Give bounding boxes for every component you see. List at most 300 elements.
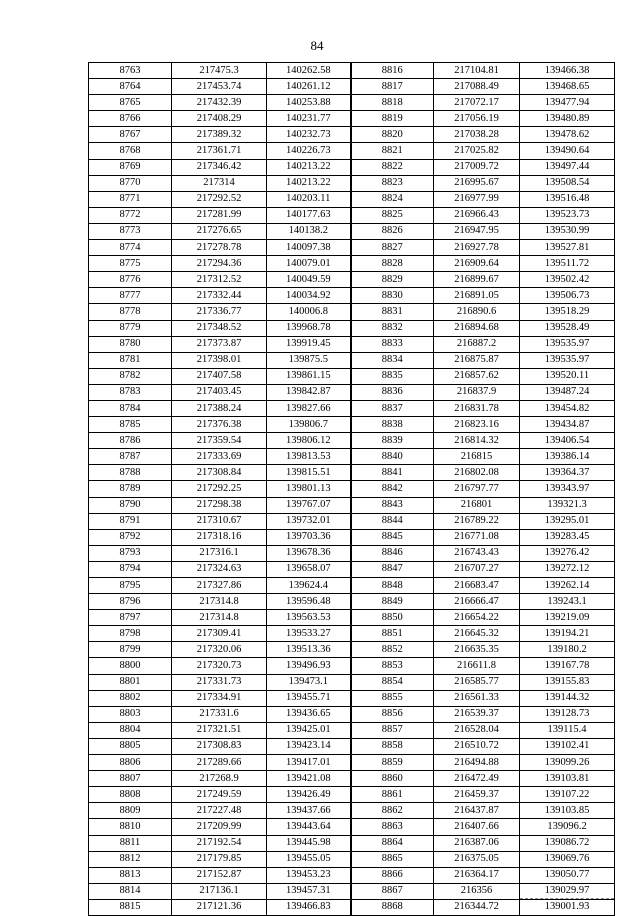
table-row <box>89 272 615 288</box>
cell-point-number: 8837 <box>351 400 434 416</box>
cell-x-coordinate: 216585.77 <box>434 674 520 690</box>
cell-y-coordinate: 139386.14 <box>520 449 615 465</box>
footer-line <box>520 898 614 899</box>
cell-y-coordinate: 139050.77 <box>520 867 615 883</box>
cell-y-coordinate: 139806.7 <box>267 417 351 433</box>
cell-x-coordinate: 216375.05 <box>434 851 520 867</box>
cell-y-coordinate: 139513.36 <box>267 642 351 658</box>
cell-point-number: 8804 <box>89 722 172 738</box>
cell-x-coordinate: 217227.48 <box>172 803 267 819</box>
cell-point-number: 8824 <box>351 191 434 207</box>
cell-x-coordinate: 216875.87 <box>434 352 520 368</box>
cell-point-number: 8795 <box>89 578 172 594</box>
cell-x-coordinate: 217432.39 <box>172 95 267 111</box>
table-row <box>89 127 615 143</box>
table-row <box>89 529 615 545</box>
cell-point-number: 8809 <box>89 803 172 819</box>
cell-y-coordinate: 139497.44 <box>520 159 615 175</box>
cell-point-number: 8789 <box>89 481 172 497</box>
cell-x-coordinate: 217376.38 <box>172 417 267 433</box>
cell-point-number: 8848 <box>351 578 434 594</box>
cell-point-number: 8802 <box>89 690 172 706</box>
cell-x-coordinate: 217327.86 <box>172 578 267 594</box>
cell-point-number: 8805 <box>89 738 172 754</box>
cell-x-coordinate: 217359.54 <box>172 433 267 449</box>
cell-point-number: 8859 <box>351 755 434 771</box>
table-row <box>89 449 615 465</box>
cell-y-coordinate: 139243.1 <box>520 594 615 610</box>
cell-point-number: 8813 <box>89 867 172 883</box>
cell-x-coordinate: 216635.35 <box>434 642 520 658</box>
cell-x-coordinate: 216539.37 <box>434 706 520 722</box>
cell-point-number: 8774 <box>89 240 172 256</box>
cell-y-coordinate: 139155.83 <box>520 674 615 690</box>
cell-x-coordinate: 217292.52 <box>172 191 267 207</box>
cell-point-number: 8820 <box>351 127 434 143</box>
cell-x-coordinate: 216894.68 <box>434 320 520 336</box>
cell-x-coordinate: 217298.38 <box>172 497 267 513</box>
cell-point-number: 8768 <box>89 143 172 159</box>
cell-y-coordinate: 139425.01 <box>267 722 351 738</box>
table-row <box>89 433 615 449</box>
cell-y-coordinate: 140006.8 <box>267 304 351 320</box>
cell-x-coordinate: 216823.16 <box>434 417 520 433</box>
table-row <box>89 79 615 95</box>
cell-x-coordinate: 216891.05 <box>434 288 520 304</box>
cell-x-coordinate: 217407.58 <box>172 368 267 384</box>
cell-x-coordinate: 216814.32 <box>434 433 520 449</box>
table-row <box>89 835 615 851</box>
cell-x-coordinate: 217388.24 <box>172 400 267 416</box>
cell-x-coordinate: 216645.32 <box>434 626 520 642</box>
cell-point-number: 8851 <box>351 626 434 642</box>
cell-y-coordinate: 139219.09 <box>520 610 615 626</box>
cell-x-coordinate: 217136.1 <box>172 883 267 899</box>
cell-x-coordinate: 216909.64 <box>434 256 520 272</box>
cell-point-number: 8794 <box>89 561 172 577</box>
cell-x-coordinate: 216356 <box>434 883 520 899</box>
cell-y-coordinate: 139434.87 <box>520 417 615 433</box>
cell-point-number: 8808 <box>89 787 172 803</box>
cell-point-number: 8806 <box>89 755 172 771</box>
cell-x-coordinate: 216995.67 <box>434 175 520 191</box>
cell-point-number: 8823 <box>351 175 434 191</box>
cell-point-number: 8814 <box>89 883 172 899</box>
cell-y-coordinate: 139115.4 <box>520 722 615 738</box>
cell-point-number: 8801 <box>89 674 172 690</box>
cell-point-number: 8783 <box>89 384 172 400</box>
cell-y-coordinate: 139096.2 <box>520 819 615 835</box>
coordinates-table-body <box>89 63 615 916</box>
cell-y-coordinate: 139511.72 <box>520 256 615 272</box>
cell-y-coordinate: 139516.48 <box>520 191 615 207</box>
cell-point-number: 8849 <box>351 594 434 610</box>
cell-point-number: 8815 <box>89 899 172 915</box>
cell-x-coordinate: 217348.52 <box>172 320 267 336</box>
cell-point-number: 8765 <box>89 95 172 111</box>
cell-y-coordinate: 139167.78 <box>520 658 615 674</box>
cell-x-coordinate: 216387.06 <box>434 835 520 851</box>
cell-point-number: 8852 <box>351 642 434 658</box>
cell-x-coordinate: 216801 <box>434 497 520 513</box>
cell-y-coordinate: 139321.3 <box>520 497 615 513</box>
cell-point-number: 8833 <box>351 336 434 352</box>
cell-y-coordinate: 139144.32 <box>520 690 615 706</box>
cell-point-number: 8847 <box>351 561 434 577</box>
cell-y-coordinate: 139535.97 <box>520 336 615 352</box>
cell-y-coordinate: 139262.14 <box>520 578 615 594</box>
cell-y-coordinate: 139454.82 <box>520 400 615 416</box>
table-row <box>89 400 615 416</box>
cell-point-number: 8842 <box>351 481 434 497</box>
cell-point-number: 8811 <box>89 835 172 851</box>
cell-x-coordinate: 217331.6 <box>172 706 267 722</box>
cell-x-coordinate: 217038.28 <box>434 127 520 143</box>
cell-point-number: 8790 <box>89 497 172 513</box>
table-row <box>89 223 615 239</box>
cell-point-number: 8862 <box>351 803 434 819</box>
cell-x-coordinate: 216743.43 <box>434 545 520 561</box>
cell-point-number: 8817 <box>351 79 434 95</box>
table-row <box>89 787 615 803</box>
cell-x-coordinate: 216966.43 <box>434 207 520 223</box>
cell-point-number: 8773 <box>89 223 172 239</box>
cell-x-coordinate: 217314.8 <box>172 610 267 626</box>
table-row <box>89 320 615 336</box>
cell-y-coordinate: 139875.5 <box>267 352 351 368</box>
cell-x-coordinate: 216528.04 <box>434 722 520 738</box>
table-row <box>89 819 615 835</box>
cell-y-coordinate: 139436.65 <box>267 706 351 722</box>
cell-y-coordinate: 139861.15 <box>267 368 351 384</box>
cell-y-coordinate: 139767.07 <box>267 497 351 513</box>
cell-x-coordinate: 217320.06 <box>172 642 267 658</box>
table-row <box>89 706 615 722</box>
table-row <box>89 771 615 787</box>
table-row <box>89 159 615 175</box>
cell-y-coordinate: 140253.88 <box>267 95 351 111</box>
table-row <box>89 63 615 79</box>
cell-x-coordinate: 216815 <box>434 449 520 465</box>
cell-x-coordinate: 217276.65 <box>172 223 267 239</box>
cell-y-coordinate: 139527.81 <box>520 240 615 256</box>
cell-y-coordinate: 139480.89 <box>520 111 615 127</box>
cell-x-coordinate: 216654.22 <box>434 610 520 626</box>
cell-y-coordinate: 139099.26 <box>520 755 615 771</box>
cell-point-number: 8844 <box>351 513 434 529</box>
cell-x-coordinate: 217179.85 <box>172 851 267 867</box>
table-row <box>89 304 615 320</box>
cell-y-coordinate: 139658.07 <box>267 561 351 577</box>
cell-y-coordinate: 139443.64 <box>267 819 351 835</box>
cell-point-number: 8858 <box>351 738 434 754</box>
cell-y-coordinate: 139533.27 <box>267 626 351 642</box>
cell-x-coordinate: 217331.73 <box>172 674 267 690</box>
cell-point-number: 8769 <box>89 159 172 175</box>
cell-y-coordinate: 139528.49 <box>520 320 615 336</box>
cell-point-number: 8786 <box>89 433 172 449</box>
cell-x-coordinate: 217346.42 <box>172 159 267 175</box>
cell-x-coordinate: 216789.22 <box>434 513 520 529</box>
cell-y-coordinate: 139421.08 <box>267 771 351 787</box>
cell-point-number: 8839 <box>351 433 434 449</box>
cell-y-coordinate: 139815.51 <box>267 465 351 481</box>
cell-point-number: 8831 <box>351 304 434 320</box>
cell-x-coordinate: 216890.6 <box>434 304 520 320</box>
cell-y-coordinate: 139806.12 <box>267 433 351 449</box>
table-row <box>89 690 615 706</box>
cell-point-number: 8767 <box>89 127 172 143</box>
cell-point-number: 8799 <box>89 642 172 658</box>
cell-y-coordinate: 139466.38 <box>520 63 615 79</box>
cell-x-coordinate: 217314.8 <box>172 594 267 610</box>
cell-point-number: 8827 <box>351 240 434 256</box>
cell-y-coordinate: 139276.42 <box>520 545 615 561</box>
cell-point-number: 8843 <box>351 497 434 513</box>
cell-point-number: 8866 <box>351 867 434 883</box>
cell-point-number: 8772 <box>89 207 172 223</box>
table-row <box>89 256 615 272</box>
cell-x-coordinate: 217308.84 <box>172 465 267 481</box>
cell-point-number: 8865 <box>351 851 434 867</box>
cell-y-coordinate: 139535.97 <box>520 352 615 368</box>
table-row <box>89 207 615 223</box>
cell-x-coordinate: 216707.27 <box>434 561 520 577</box>
table-row <box>89 368 615 384</box>
cell-y-coordinate: 139001.93 <box>520 899 615 915</box>
cell-y-coordinate: 139968.78 <box>267 320 351 336</box>
cell-point-number: 8807 <box>89 771 172 787</box>
cell-y-coordinate: 140213.22 <box>267 159 351 175</box>
cell-x-coordinate: 217289.66 <box>172 755 267 771</box>
cell-y-coordinate: 139457.31 <box>267 883 351 899</box>
cell-x-coordinate: 217294.36 <box>172 256 267 272</box>
cell-y-coordinate: 139508.54 <box>520 175 615 191</box>
cell-point-number: 8810 <box>89 819 172 835</box>
cell-y-coordinate: 139406.54 <box>520 433 615 449</box>
cell-x-coordinate: 217321.51 <box>172 722 267 738</box>
cell-x-coordinate: 216927.78 <box>434 240 520 256</box>
cell-point-number: 8763 <box>89 63 172 79</box>
cell-y-coordinate: 140138.2 <box>267 223 351 239</box>
cell-x-coordinate: 217333.69 <box>172 449 267 465</box>
cell-y-coordinate: 139455.71 <box>267 690 351 706</box>
cell-x-coordinate: 217475.3 <box>172 63 267 79</box>
cell-y-coordinate: 139473.1 <box>267 674 351 690</box>
cell-y-coordinate: 139506.73 <box>520 288 615 304</box>
cell-y-coordinate: 139180.2 <box>520 642 615 658</box>
cell-point-number: 8856 <box>351 706 434 722</box>
table-row <box>89 481 615 497</box>
cell-x-coordinate: 217361.71 <box>172 143 267 159</box>
cell-x-coordinate: 217309.41 <box>172 626 267 642</box>
cell-point-number: 8788 <box>89 465 172 481</box>
cell-x-coordinate: 216899.67 <box>434 272 520 288</box>
cell-point-number: 8864 <box>351 835 434 851</box>
cell-point-number: 8766 <box>89 111 172 127</box>
cell-x-coordinate: 217249.59 <box>172 787 267 803</box>
cell-x-coordinate: 216561.33 <box>434 690 520 706</box>
cell-point-number: 8853 <box>351 658 434 674</box>
cell-x-coordinate: 217278.78 <box>172 240 267 256</box>
cell-y-coordinate: 139455.05 <box>267 851 351 867</box>
cell-x-coordinate: 216947.95 <box>434 223 520 239</box>
cell-point-number: 8860 <box>351 771 434 787</box>
cell-point-number: 8835 <box>351 368 434 384</box>
cell-x-coordinate: 217398.01 <box>172 352 267 368</box>
cell-point-number: 8840 <box>351 449 434 465</box>
cell-point-number: 8775 <box>89 256 172 272</box>
cell-y-coordinate: 139128.73 <box>520 706 615 722</box>
cell-point-number: 8834 <box>351 352 434 368</box>
cell-y-coordinate: 139194.21 <box>520 626 615 642</box>
cell-y-coordinate: 139283.45 <box>520 529 615 545</box>
cell-x-coordinate: 216472.49 <box>434 771 520 787</box>
table-row <box>89 867 615 883</box>
cell-point-number: 8826 <box>351 223 434 239</box>
cell-x-coordinate: 217292.25 <box>172 481 267 497</box>
table-row <box>89 95 615 111</box>
cell-x-coordinate: 216364.17 <box>434 867 520 883</box>
cell-y-coordinate: 139801.13 <box>267 481 351 497</box>
cell-x-coordinate: 216771.08 <box>434 529 520 545</box>
cell-y-coordinate: 140232.73 <box>267 127 351 143</box>
cell-y-coordinate: 139468.65 <box>520 79 615 95</box>
cell-x-coordinate: 216494.88 <box>434 755 520 771</box>
table-row <box>89 883 615 899</box>
cell-y-coordinate: 139732.01 <box>267 513 351 529</box>
cell-x-coordinate: 216510.72 <box>434 738 520 754</box>
cell-x-coordinate: 216857.62 <box>434 368 520 384</box>
cell-x-coordinate: 217192.54 <box>172 835 267 851</box>
cell-y-coordinate: 139842.87 <box>267 384 351 400</box>
cell-y-coordinate: 139502.42 <box>520 272 615 288</box>
cell-point-number: 8779 <box>89 320 172 336</box>
cell-x-coordinate: 216344.72 <box>434 899 520 915</box>
table-row <box>89 851 615 867</box>
table-row <box>89 626 615 642</box>
cell-point-number: 8791 <box>89 513 172 529</box>
cell-x-coordinate: 216837.9 <box>434 384 520 400</box>
cell-y-coordinate: 139487.24 <box>520 384 615 400</box>
cell-point-number: 8776 <box>89 272 172 288</box>
cell-x-coordinate: 217121.36 <box>172 899 267 915</box>
cell-point-number: 8764 <box>89 79 172 95</box>
cell-y-coordinate: 139086.72 <box>520 835 615 851</box>
cell-point-number: 8796 <box>89 594 172 610</box>
cell-y-coordinate: 139520.11 <box>520 368 615 384</box>
cell-x-coordinate: 217312.52 <box>172 272 267 288</box>
cell-x-coordinate: 217408.29 <box>172 111 267 127</box>
cell-point-number: 8841 <box>351 465 434 481</box>
cell-y-coordinate: 139490.64 <box>520 143 615 159</box>
cell-y-coordinate: 140261.12 <box>267 79 351 95</box>
cell-y-coordinate: 139103.85 <box>520 803 615 819</box>
cell-y-coordinate: 139107.22 <box>520 787 615 803</box>
cell-y-coordinate: 139496.93 <box>267 658 351 674</box>
cell-y-coordinate: 139813.53 <box>267 449 351 465</box>
cell-y-coordinate: 139343.97 <box>520 481 615 497</box>
cell-point-number: 8816 <box>351 63 434 79</box>
cell-x-coordinate: 216407.66 <box>434 819 520 835</box>
cell-x-coordinate: 216683.47 <box>434 578 520 594</box>
cell-x-coordinate: 217453.74 <box>172 79 267 95</box>
table-row <box>89 352 615 368</box>
cell-y-coordinate: 140049.59 <box>267 272 351 288</box>
cell-point-number: 8846 <box>351 545 434 561</box>
cell-y-coordinate: 140034.92 <box>267 288 351 304</box>
cell-point-number: 8819 <box>351 111 434 127</box>
cell-y-coordinate: 139478.62 <box>520 127 615 143</box>
cell-point-number: 8780 <box>89 336 172 352</box>
table-row <box>89 578 615 594</box>
cell-y-coordinate: 139624.4 <box>267 578 351 594</box>
cell-point-number: 8800 <box>89 658 172 674</box>
table-row <box>89 561 615 577</box>
table-row <box>89 594 615 610</box>
cell-y-coordinate: 139596.48 <box>267 594 351 610</box>
cell-point-number: 8812 <box>89 851 172 867</box>
cell-x-coordinate: 216437.87 <box>434 803 520 819</box>
cell-y-coordinate: 140203.11 <box>267 191 351 207</box>
table-row <box>89 803 615 819</box>
cell-point-number: 8829 <box>351 272 434 288</box>
cell-x-coordinate: 217310.67 <box>172 513 267 529</box>
cell-y-coordinate: 139102.41 <box>520 738 615 754</box>
cell-point-number: 8825 <box>351 207 434 223</box>
page-number: 84 <box>310 38 324 53</box>
cell-y-coordinate: 139423.14 <box>267 738 351 754</box>
cell-x-coordinate: 217334.91 <box>172 690 267 706</box>
cell-x-coordinate: 216459.37 <box>434 787 520 803</box>
cell-x-coordinate: 217025.82 <box>434 143 520 159</box>
cell-x-coordinate: 217056.19 <box>434 111 520 127</box>
cell-point-number: 8781 <box>89 352 172 368</box>
cell-x-coordinate: 216666.47 <box>434 594 520 610</box>
table-row <box>89 545 615 561</box>
table-row <box>89 465 615 481</box>
cell-point-number: 8797 <box>89 610 172 626</box>
cell-x-coordinate: 217336.77 <box>172 304 267 320</box>
table-row <box>89 111 615 127</box>
table-row <box>89 610 615 626</box>
cell-point-number: 8771 <box>89 191 172 207</box>
cell-point-number: 8770 <box>89 175 172 191</box>
table-row <box>89 240 615 256</box>
cell-x-coordinate: 217152.87 <box>172 867 267 883</box>
cell-y-coordinate: 140213.22 <box>267 175 351 191</box>
cell-x-coordinate: 216977.99 <box>434 191 520 207</box>
cell-point-number: 8832 <box>351 320 434 336</box>
cell-point-number: 8793 <box>89 545 172 561</box>
table-row <box>89 722 615 738</box>
cell-y-coordinate: 139364.37 <box>520 465 615 481</box>
cell-y-coordinate: 139523.73 <box>520 207 615 223</box>
table-row <box>89 899 615 915</box>
cell-point-number: 8828 <box>351 256 434 272</box>
table-row <box>89 417 615 433</box>
table-row <box>89 658 615 674</box>
cell-x-coordinate: 217088.49 <box>434 79 520 95</box>
cell-x-coordinate: 217316.1 <box>172 545 267 561</box>
table-row <box>89 738 615 754</box>
cell-y-coordinate: 140226.73 <box>267 143 351 159</box>
table-row <box>89 497 615 513</box>
cell-point-number: 8787 <box>89 449 172 465</box>
cell-point-number: 8792 <box>89 529 172 545</box>
cell-point-number: 8777 <box>89 288 172 304</box>
cell-x-coordinate: 217209.99 <box>172 819 267 835</box>
